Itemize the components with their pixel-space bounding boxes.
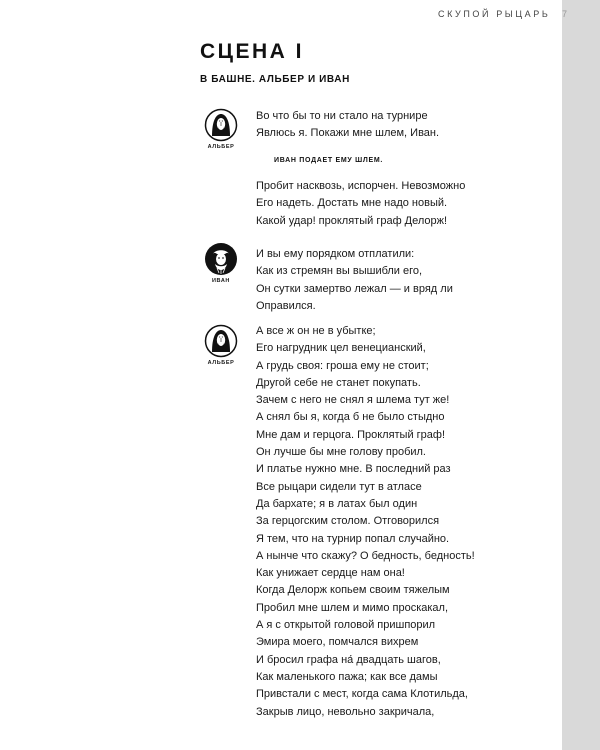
- verse-line: Пробит насквозь, испорчен. Невозможно: [256, 180, 466, 192]
- speaker-albert-1: [203, 108, 239, 150]
- speaker-name: ИВАН: [212, 278, 230, 284]
- verse-block-4: [256, 323, 475, 721]
- verse-line: Оправился.: [256, 299, 316, 312]
- page-number: 7: [562, 9, 568, 19]
- verse-line: Он лучше бы мне голову пробил.: [256, 446, 426, 459]
- scene-title: СЦЕНА I: [200, 40, 305, 63]
- verse-line: Во что бы то ни стало на турнире: [256, 110, 428, 122]
- verse-line: Он сутки замертво лежал — и вряд ли: [256, 282, 453, 295]
- verse-line: А я с открытой головой пришпорил: [256, 619, 436, 632]
- verse-block-1: [256, 108, 439, 143]
- speaker-name: АЛЬБЕР: [207, 360, 235, 366]
- verse-block-2: [256, 178, 465, 230]
- verse-line: Привстали с мест, когда сама Клотильда,: [256, 688, 468, 701]
- verse-line: Как из стремян вы вышибли его,: [256, 265, 423, 278]
- verse-line: Мне дам и герцога. Проклятый граф!: [256, 428, 446, 441]
- verse-line: А нынче что скажу? О бедность, бедность!: [256, 549, 475, 562]
- albert-portrait-icon: [204, 108, 238, 142]
- running-head: СКУПОЙ РЫЦАРЬ: [438, 9, 551, 19]
- verse-line: И платье нужно мне. В последний раз: [256, 463, 451, 476]
- speaker-name: АЛЬБЕР: [207, 144, 235, 150]
- verse-line: Его надеть. Достать мне надо новый.: [256, 197, 448, 210]
- verse-line: И вы ему порядком отплатили:: [256, 248, 415, 260]
- verse-line: Явлюсь я. Покажи мне шлем, Иван.: [256, 127, 440, 140]
- verse-line: Закрыв лицо, невольно закричала,: [256, 705, 435, 718]
- verse-line: А все ж он не в убытке;: [256, 325, 376, 337]
- speaker-albert-2: [203, 324, 239, 366]
- verse-line: Его нагрудник цел венецианский,: [256, 342, 426, 355]
- verse-line: А грудь своя: гроша ему не стоит;: [256, 359, 429, 372]
- verse-line: Как маленького пажа; как все дамы: [256, 670, 438, 683]
- verse-line: Какой удар! проклятый граф Делорж!: [256, 214, 448, 227]
- ivan-portrait-icon: [204, 242, 238, 276]
- verse-line: А снял бы я, когда б не было стыдно: [256, 411, 445, 424]
- verse-line: Пробил мне шлем и мимо проскакал,: [256, 601, 449, 614]
- albert-portrait-icon: [204, 324, 238, 358]
- verse-line: За герцогским столом. Отговорился: [256, 515, 440, 528]
- verse-line: Как унижает сердце нам она!: [256, 567, 405, 580]
- speaker-ivan: [203, 242, 239, 284]
- page-margin-bar: [562, 0, 600, 750]
- verse-line: И бросил графа на́ двадцать шагов,: [256, 653, 441, 666]
- verse-line: Да бархате; я в латах был один: [256, 497, 418, 510]
- stage-direction: ИВАН ПОДАЕТ ЕМУ ШЛЕМ.: [274, 157, 383, 164]
- verse-line: Другой себе не станет покупать.: [256, 376, 421, 389]
- scene-subtitle: В БАШНЕ. АЛЬБЕР И ИВАН: [200, 74, 350, 85]
- verse-line: Я тем, что на турнир попал случайно.: [256, 532, 450, 545]
- verse-line: Эмира моего, помчался вихрем: [256, 636, 419, 649]
- verse-line: Все рыцари сидели тут в атласе: [256, 480, 422, 493]
- verse-block-3: [256, 246, 453, 315]
- verse-line: Когда Делорж копьем своим тяжелым: [256, 584, 450, 597]
- verse-line: Зачем с него не снял я шлема тут же!: [256, 394, 450, 407]
